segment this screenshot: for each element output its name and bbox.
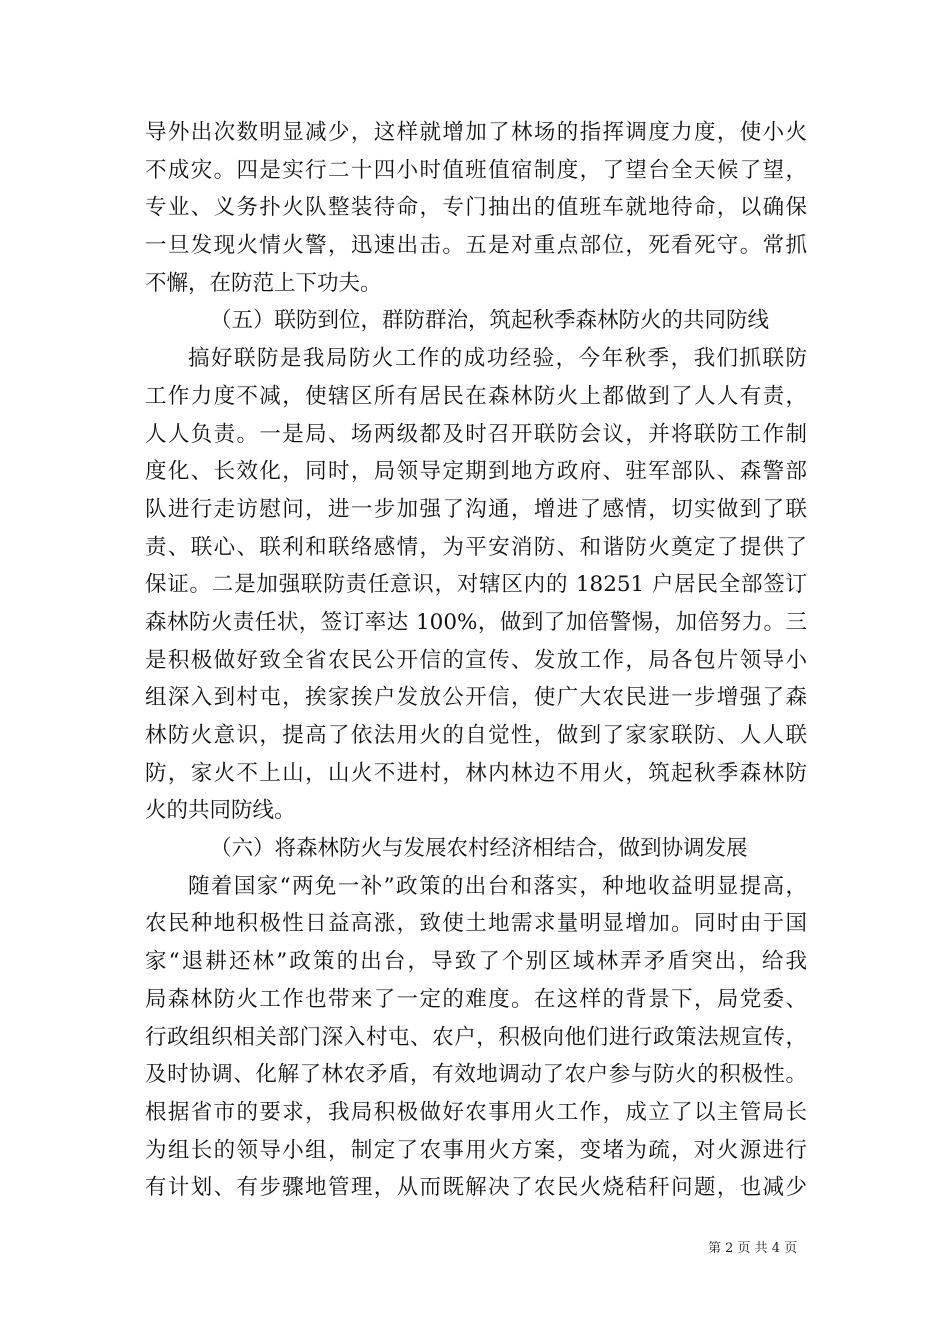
text-line: 搞好联防是我局防火工作的成功经验，今年秋季，我们抓联防 bbox=[188, 346, 807, 372]
text-line: 专业、义务扑火队整装待命，专门抽出的值班车就地待命，以确保 bbox=[145, 195, 807, 221]
document-body bbox=[145, 114, 807, 1207]
section-heading: （六）将森林防火与发展农村经济相结合，做到协调发展 bbox=[210, 836, 748, 862]
text-line: 农民种地积极性日益高涨，致使土地需求量明显增加。同时由于国 bbox=[145, 911, 807, 937]
text-line: 不成灾。四是实行二十四小时值班值宿制度，了望台全天候了望， bbox=[145, 157, 807, 183]
text-line: 森林防火责任状，签订率达 100%，做到了加倍警惕，加倍努力。三 bbox=[145, 609, 807, 635]
text-line: 火的共同防线。 bbox=[145, 798, 296, 824]
text-line: 行政组织相关部门深入村屯、农户，积极向他们进行政策法规宣传， bbox=[145, 1024, 807, 1050]
text-line: 林防火意识，提高了依法用火的自觉性，做到了家家联防、人人联 bbox=[145, 723, 807, 748]
text-line: 工作力度不减，使辖区所有居民在森林防火上都做到了人人有责， bbox=[145, 383, 807, 409]
text-line: 不懈，在防范上下功夫。 bbox=[145, 270, 382, 296]
text-line: 人人负责。一是局、场两级都及时召开联防会议，并将联防工作制 bbox=[145, 421, 807, 447]
text-line: 随着国家“两免一补”政策的出台和落实，种地收益明显提高， bbox=[188, 873, 807, 899]
text-line: 队进行走访慰问，进一步加强了沟通，增进了感情，切实做到了联 bbox=[145, 496, 807, 522]
page-number: 第 2 页 共 4 页 bbox=[708, 1241, 798, 1256]
text-line: 责、联心、联利和联络感情，为平安消防、和谐防火奠定了提供了 bbox=[145, 534, 807, 560]
text-line: 一旦发现火情火警，迅速出击。五是对重点部位，死看死守。常抓 bbox=[145, 233, 807, 259]
text-line: 有计划、有步骤地管理，从而既解决了农民火烧秸秆问题，也减少 bbox=[145, 1175, 807, 1201]
text-line: 组深入到村屯，挨家挨户发放公开信，使广大农民进一步增强了森 bbox=[145, 685, 807, 711]
text-line: 防，家火不上山，山火不进村，林内林边不用火，筑起秋季森林防 bbox=[145, 760, 807, 786]
text-line: 保证。二是加强联防责任意识，对辖区内的 18251 户居民全部签订 bbox=[145, 572, 807, 598]
text-line: 局森林防火工作也带来了一定的难度。在这样的背景下，局党委、 bbox=[145, 986, 807, 1012]
text-line: 为组长的领导小组，制定了农事用火方案，变堵为疏，对火源进行 bbox=[145, 1137, 807, 1163]
text-line: 度化、长效化，同时，局领导定期到地方政府、驻军部队、森警部 bbox=[145, 459, 807, 485]
section-heading: （五）联防到位，群防群治，筑起秋季森林防火的共同防线 bbox=[210, 308, 770, 334]
text-line: 及时协调、化解了林农矛盾，有效地调动了农户参与防火的积极性。 bbox=[145, 1062, 807, 1088]
text-line: 家“退耕还林”政策的出台，导致了个别区域林弄矛盾突出，给我 bbox=[145, 949, 807, 975]
text-line: 是积极做好致全省农民公开信的宣传、发放工作，局各包片领导小 bbox=[145, 647, 807, 673]
text-line: 根据省市的要求，我局积极做好农事用火工作，成立了以主管局长 bbox=[145, 1099, 807, 1125]
text-line: 导外出次数明显减少，这样就增加了林场的指挥调度力度，使小火 bbox=[145, 120, 807, 145]
